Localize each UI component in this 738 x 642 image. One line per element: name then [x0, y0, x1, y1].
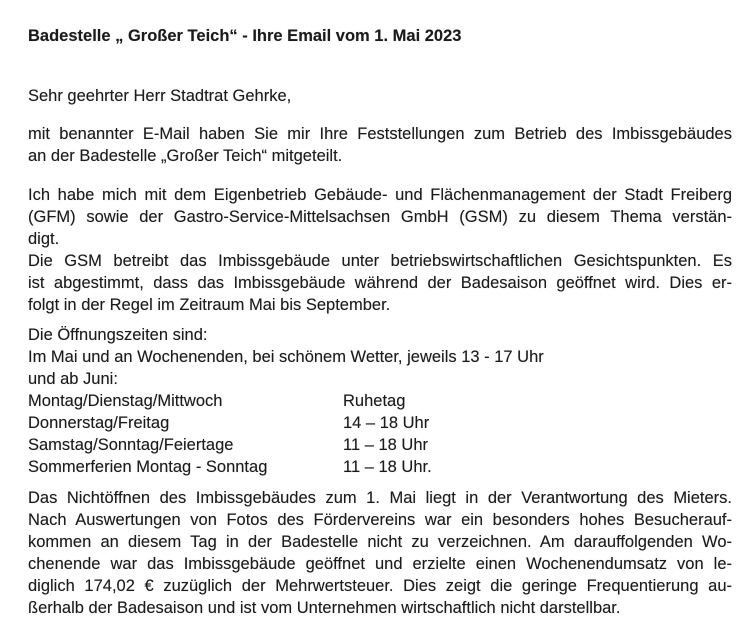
- salutation-line: Sehr geehrter Herr Stadtrat Gehrke,: [28, 87, 292, 105]
- paragraph-line: chenende war das Imbissgebäude geöffnet und erzielte einen Wochenendumsatz von le-: [28, 555, 732, 573]
- paragraph-line: Das Nichtöffnen des Imbissgebäudes zum 1. Mai liegt in der Verantwortung des Mieters.: [28, 489, 732, 507]
- schedule-row: [28, 434, 732, 456]
- schedule-row: [28, 456, 732, 478]
- opening-hours-intro: und ab Juni:: [28, 370, 118, 388]
- schedule-row: [28, 412, 732, 434]
- paragraph-line: an der Badestelle „Großer Teich“ mitgeteilt.: [28, 147, 343, 165]
- schedule-days: Montag/Dienstag/Mittwoch: [28, 392, 223, 410]
- schedule-days: Donnerstag/Freitag: [28, 414, 170, 432]
- schedule-hours: 14 – 18 Uhr: [343, 414, 430, 432]
- letter-subject: Badestelle „ Großer Teich“ - Ihre Email vom 1. Mai 2023: [28, 27, 462, 45]
- paragraph-umsatz: [28, 487, 732, 619]
- paragraph-line: diglich 174,02 € zuzüglich der Mehrwertsteuer. Dies zeigt die geringe Frequentierung au-: [28, 577, 732, 595]
- schedule-hours: 11 – 18 Uhr: [343, 436, 428, 454]
- schedule-row: [28, 390, 732, 412]
- paragraph-line: Die GSM betreibt das Imbissgebäude unter betriebswirtschaftlichen Gesichtspunkten. Es: [28, 252, 732, 270]
- opening-hours-section: [28, 324, 732, 478]
- paragraph-line: digt.: [28, 230, 60, 248]
- opening-hours-heading: Die Öffnungszeiten sind:: [28, 326, 208, 344]
- paragraph-line: mit benannter E-Mail haben Sie mir Ihre Feststellungen zum Betrieb des Imbissgebäudes: [28, 125, 732, 143]
- paragraph-line: Ich habe mich mit dem Eigenbetrieb Gebäude- und Flächenmanagement der Stadt Freiberg: [28, 186, 732, 204]
- paragraph-line: (GFM) sowie der Gastro-Service-Mittelsachsen GmbH (GSM) zu diesem Thema verstän-: [28, 208, 732, 226]
- schedule-days: Samstag/Sonntag/Feiertage: [28, 436, 234, 454]
- paragraph-email-reference: [28, 123, 732, 167]
- schedule-hours: Ruhetag: [343, 392, 406, 410]
- paragraph-line: ist abgestimmt, dass das Imbissgebäude während der Badesaison geöffnet wird. Dies er-: [28, 274, 732, 292]
- paragraph-line: ßerhalb der Badesaison und ist vom Unternehmen wirtschaftlich nicht darstellbar.: [28, 599, 621, 617]
- schedule-hours: 11 – 18 Uhr.: [343, 458, 432, 476]
- schedule-days: Sommerferien Montag - Sonntag: [28, 458, 268, 476]
- paragraph-verstaendigung: [28, 184, 732, 316]
- paragraph-line: Nach Auswertungen von Fotos des Fördervereins war ein besonders hohes Besucherauf-: [28, 511, 732, 529]
- paragraph-line: kommen an diesem Tag in der Badestelle nicht zu verzeichnen. Am darauffolgenden Wo-: [28, 533, 732, 551]
- paragraph-line: folgt in der Regel im Zeitraum Mai bis September.: [28, 296, 391, 314]
- opening-hours-intro: Im Mai und an Wochenenden, bei schönem Wetter, jeweils 13 - 17 Uhr: [28, 348, 544, 366]
